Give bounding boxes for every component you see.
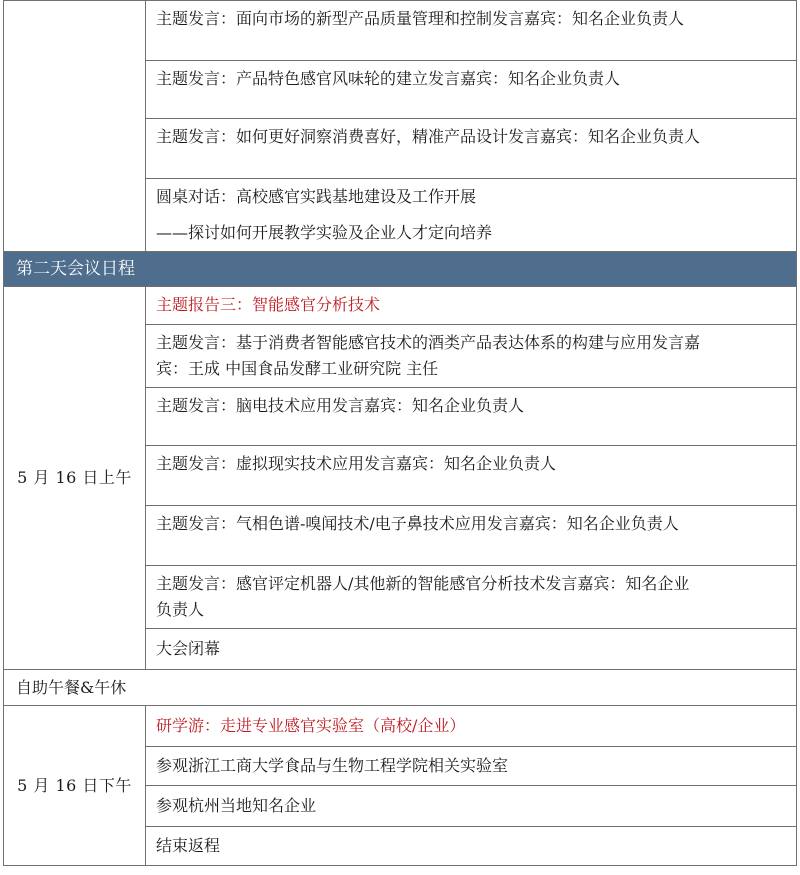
list-item [146, 119, 797, 179]
speech-text: 主题发言：基于消费者智能感官技术的酒类产品表达体系的构建与应用发言嘉 [156, 333, 701, 352]
lunch-break: 自助午餐&午休 [4, 670, 797, 706]
schedule-table [3, 0, 797, 866]
table-row [4, 287, 797, 325]
speech-text: 宾：王成 中国食品发酵工业研究院 主任 [156, 359, 439, 378]
list-item [146, 61, 797, 119]
list-item [146, 566, 797, 629]
list-item: 参观浙江工商大学食品与生物工程学院相关实验室 [146, 747, 797, 786]
day-header-row [4, 252, 797, 287]
day2-header: 第二天会议日程 [4, 252, 797, 287]
list-item [146, 1, 797, 61]
list-item: 主题发言：气相色谱-嗅闻技术/电子鼻技术应用发言嘉宾：知名企业负责人 [146, 506, 797, 566]
time-cell-afternoon: 5 月 16 日下午 [4, 706, 146, 866]
speech-text: 负责人 [156, 600, 205, 619]
roundtable-subtitle: ——探讨如何开展教学实验及企业人才定向培养 [156, 223, 493, 242]
list-item [146, 325, 797, 388]
roundtable-title: 圆桌对话：高校感官实践基地建设及工作开展 [156, 187, 477, 206]
list-item: 主题发言：虚拟现实技术应用发言嘉宾：知名企业负责人 [146, 446, 797, 506]
speech-text: 主题发言：如何更好洞察消费喜好，精准产品设计发言嘉宾：知名企业负责人 [156, 127, 701, 146]
list-item: 主题发言：脑电技术应用发言嘉宾：知名企业负责人 [146, 388, 797, 446]
report-title: 主题报告三：智能感官分析技术 [146, 287, 797, 325]
roundtable-item [146, 179, 797, 252]
list-item: 参观杭州当地知名企业 [146, 786, 797, 827]
time-cell-morning: 5 月 16 日上午 [4, 287, 146, 670]
speech-text: 主题发言：感官评定机器人/其他新的智能感官分析技术发言嘉宾：知名企业 [156, 574, 690, 593]
list-item: 结束返程 [146, 827, 797, 866]
speech-text: 主题发言：面向市场的新型产品质量管理和控制发言嘉宾：知名企业负责人 [156, 9, 685, 28]
table-row [4, 706, 797, 747]
closing-item: 大会闭幕 [146, 629, 797, 670]
table-row [4, 1, 797, 61]
tour-title: 研学游：走进专业感官实验室（高校/企业） [146, 706, 797, 747]
speech-text: 主题发言：产品特色感官风味轮的建立发言嘉宾：知名企业负责人 [156, 69, 621, 88]
time-cell-day1-blank [4, 1, 146, 252]
table-row [4, 670, 797, 706]
